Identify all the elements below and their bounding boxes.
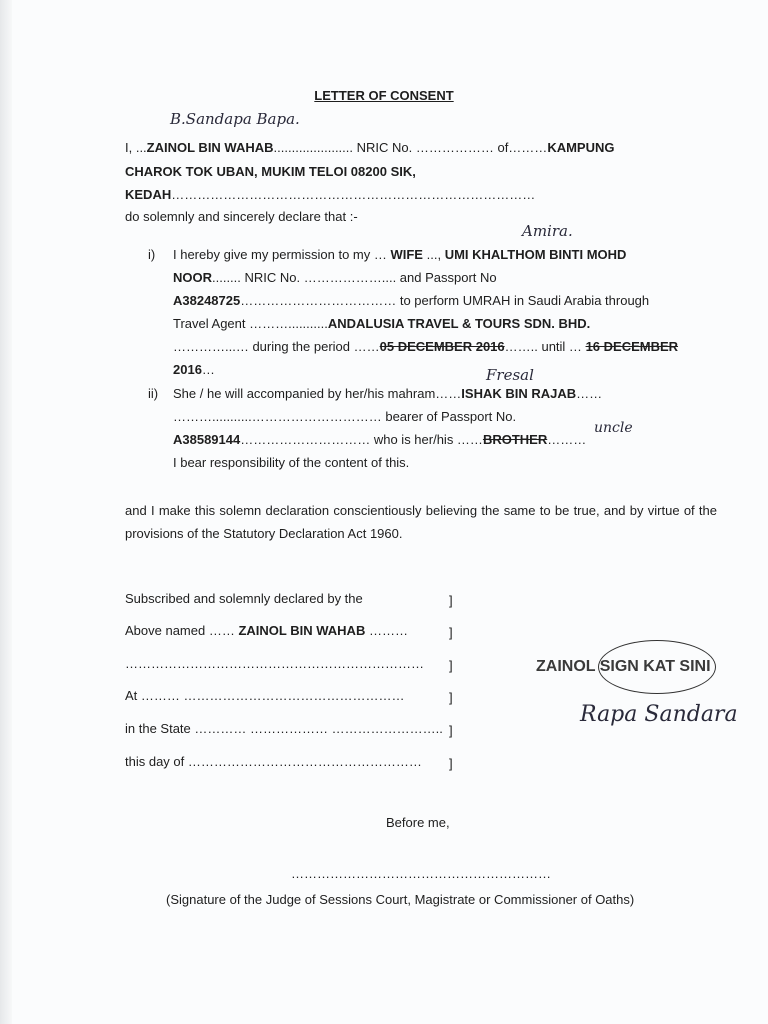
item-1-line-5: …………...… during the period ……05 DECEMBER 2016…….. until … 16 DECEMBER bbox=[173, 339, 679, 354]
mahram-passport: A38589144 bbox=[173, 432, 241, 447]
signature-caption: (Signature of the Judge of Sessions Court, Magistrate or Commissioner of Oaths) bbox=[166, 892, 635, 907]
relation-wife: WIFE bbox=[390, 247, 423, 262]
declarant-name: ZAINOL BIN WAHAB bbox=[146, 140, 274, 155]
handwritten-name: B.Sandapa Bapa. bbox=[170, 110, 300, 128]
bracket-3: ] bbox=[449, 658, 453, 673]
subscribe-line-4: At ……… …………………………………………… bbox=[125, 688, 405, 703]
bracket-1: ] bbox=[449, 593, 453, 608]
item-2-line-2: ………...........………………………… bearer of Passport No. bbox=[173, 409, 517, 424]
scan-edge-shadow bbox=[0, 0, 12, 1024]
item-1-number: i) bbox=[148, 247, 156, 262]
item-1-line-4: Travel Agent ………...........ANDALUSIA TRAVEL & TOURS SDN. BHD. bbox=[173, 316, 591, 331]
handwritten-uncle: uncle bbox=[594, 420, 633, 436]
item-1-line-1: I hereby give my permission to my … WIFE ..., UMI KHALTHOM BINTI MOHD bbox=[173, 247, 627, 262]
spouse-passport: A38248725 bbox=[173, 293, 241, 308]
subscribe-line-3: …………………………………………………………… bbox=[125, 656, 424, 671]
declarant-line-3: KEDAH………………………………………………………………………… bbox=[125, 187, 536, 202]
subscribe-line-2: Above named …… ZAINOL BIN WAHAB ……… bbox=[125, 623, 408, 638]
handwritten-fresal: Fresal bbox=[486, 366, 534, 384]
item-2-line-1: She / he will accompanied by her/his mahram……ISHAK BIN RAJAB…… bbox=[173, 386, 603, 401]
item-2-line-3: A38589144………………………… who is her/his ……BROTHER……… bbox=[173, 432, 587, 447]
travel-agent: ANDALUSIA TRAVEL & TOURS SDN. BHD. bbox=[327, 316, 591, 331]
to-date: 16 DECEMBER bbox=[585, 339, 679, 354]
bracket-4: ] bbox=[449, 690, 453, 705]
bracket-2: ] bbox=[449, 625, 453, 640]
subscriber-name: ZAINOL BIN WAHAB bbox=[238, 623, 366, 638]
item-1-line-6: 2016… bbox=[173, 362, 215, 377]
declaration-paragraph: and I make this solemn declaration conscientiously believing the same to be true, and by virtue of the provisions of the Statutory Declaration Act 1960. bbox=[125, 503, 717, 541]
subscribe-line-1: Subscribed and solemnly declared by the bbox=[125, 591, 363, 606]
before-me: Before me, bbox=[386, 815, 450, 830]
from-date: 05 DECEMBER 2016 bbox=[379, 339, 505, 354]
handwritten-signature: Rapa Sandara bbox=[580, 702, 738, 727]
mahram-name: ISHAK BIN RAJAB bbox=[461, 386, 577, 401]
item-2-number: ii) bbox=[148, 386, 159, 401]
signature-line: …………………………………………………… bbox=[291, 866, 551, 881]
item-1-line-2: NOOR........ NRIC No. ……………….... and Passport No bbox=[173, 270, 497, 285]
declarant-line-2: CHAROK TOK UBAN, MUKIM TELOI 08200 SIK, bbox=[125, 164, 416, 179]
bracket-5: ] bbox=[449, 723, 453, 738]
subscribe-line-5: in the State ………… ……………… …………………….. bbox=[125, 721, 443, 736]
sign-here-stamp: ZAINOL SIGN KAT SINI bbox=[536, 658, 711, 675]
declarant-place: KAMPUNG bbox=[547, 140, 615, 155]
handwritten-amira: Amira. bbox=[522, 222, 573, 240]
relation-brother: BROTHER bbox=[482, 432, 548, 447]
declarant-line-4: do solemnly and sincerely declare that :- bbox=[125, 209, 358, 224]
subscribe-line-6: this day of ……………………………………………… bbox=[125, 754, 422, 769]
declarant-line-1: I, ...ZAINOL BIN WAHAB...................... NRIC No. ……………… of………KAMPUNG bbox=[125, 140, 615, 155]
bracket-6: ] bbox=[449, 756, 453, 771]
document-title: LETTER OF CONSENT bbox=[314, 88, 454, 103]
item-1-line-3: A38248725……………………………… to perform UMRAH in Saudi Arabia through bbox=[173, 293, 650, 308]
spouse-name: UMI KHALTHOM BINTI MOHD bbox=[444, 247, 627, 262]
item-2-line-4: I bear responsibility of the content of this. bbox=[173, 455, 410, 470]
